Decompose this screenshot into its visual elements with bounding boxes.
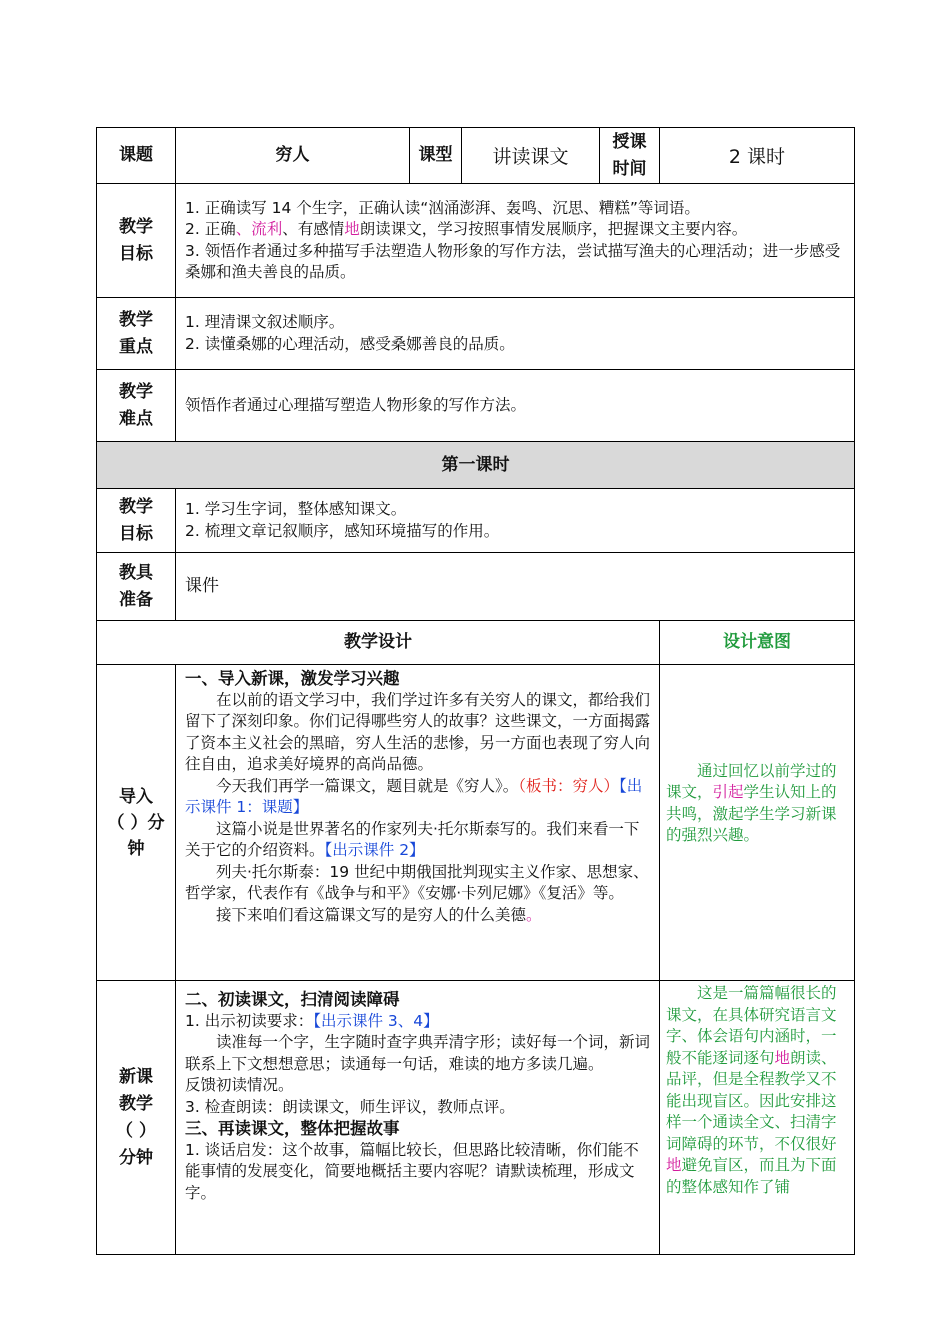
newlesson-stage-label [97, 981, 176, 1255]
goals-row [97, 184, 855, 298]
intro-paragraph-4: 列夫·托尔斯泰：19 世纪中期俄国批判现实主义作家、思想家、哲学家，代表作有《战争与和平》《安娜·卡列尼娜》《复活》等。 [185, 862, 649, 902]
lesson-plan-table [96, 127, 855, 1255]
newlesson-intent-d: 地 [666, 1156, 682, 1174]
newlesson-feedback: 反馈初读情况。 [185, 1076, 294, 1094]
intro-paragraph-2 [185, 776, 653, 819]
header-row [97, 128, 855, 184]
goal-line-2-a: 2. 正确 [185, 220, 236, 238]
goal-line-1: 1. 正确读写 14 个生字，正确认读“汹涌澎湃、轰鸣、沉思、糟糕”等词语。 [185, 198, 700, 217]
intent-label: 设计意图 [660, 621, 855, 665]
intro-p2-board: （板书：穷人） [518, 776, 620, 795]
intro-intent-b: 引起 [712, 783, 744, 801]
tools-label-line2: 准备 [119, 589, 153, 610]
goal-line-2-c: 、有感情 [282, 220, 345, 238]
newlesson-intent-e: 避免盲区，而且为下面的整体感知作了铺 [666, 1156, 837, 1196]
intro-p3-text: 这篇小说是世界著名的作家列夫·托尔斯泰写的。我们来看一下关于它的介绍资料。 [185, 819, 640, 859]
newlesson-heading-2: 二、初读课文，扫清阅读障碍 [185, 990, 400, 1009]
time-label-line2: 时间 [612, 158, 647, 179]
intro-heading: 一、导入新课，激发学习兴趣 [185, 669, 400, 688]
intro-p5-end: 。 [526, 905, 542, 924]
intro-row [97, 665, 855, 981]
lesson1-goal-2: 2. 梳理文章记叙顺序，感知环境描写的作用。 [185, 521, 500, 540]
newlesson-step-1-text: 1. 出示初读要求： [185, 1011, 314, 1030]
intro-content [176, 665, 660, 981]
lesson1-goal-1: 1. 学习生字词，整体感知课文。 [185, 500, 407, 518]
newlesson-stage-line2: 教学 [119, 1093, 153, 1114]
lesson1-goals-row [97, 489, 855, 553]
key-points-row [97, 298, 855, 370]
design-label: 教学设计 [97, 621, 660, 665]
newlesson-intent-c: 朗读、品评，但是全程教学又不能出现盲区。因此安排这样一个通读全文、扫清字词障碍的环节，不仅很好 [666, 1048, 837, 1153]
intro-stage-line3: 钟 [127, 838, 145, 859]
key-point-2: 2. 读懂桑娜的心理活动，感受桑娜善良的品质。 [185, 334, 515, 353]
newlesson-row [97, 981, 855, 1255]
newlesson-read-requirements: 读准每一个字，生字随时查字典弄清字形；读好每一个词，新词联系上下文想想意思；读通每一句话，难读的地方多读几遍。 [185, 1033, 651, 1073]
intro-stage-line2: （ ）分 [107, 812, 165, 833]
goal-line-2-b: 、流利 [235, 220, 283, 238]
difficulties-row [97, 370, 855, 442]
intro-p2-slide: 【出示课件 1：课题】 [185, 776, 643, 816]
lesson1-banner-row [97, 442, 855, 489]
intro-paragraph-3 [185, 819, 653, 862]
newlesson-step-4: 1. 谈话启发：这个故事，篇幅比较长，但思路比较清晰，你们能不能事情的发展变化，简要地概括主要内容呢？请默读梳理，形成文字。 [185, 1140, 639, 1202]
intro-paragraph-5 [185, 905, 653, 927]
goals-label-line1: 教学 [119, 216, 153, 237]
key-point-1: 1. 理清课文叙述顺序。 [185, 313, 345, 331]
key-points-content [176, 298, 855, 370]
goal-line-2 [185, 219, 848, 241]
intro-intent-a: 通过回忆以前学过的课文， [666, 761, 837, 801]
intro-stage-label [97, 665, 176, 981]
newlesson-heading-3: 三、再读课文，整体把握故事 [185, 1119, 400, 1138]
lesson1-goals-content [176, 489, 855, 553]
tools-value: 课件 [176, 553, 855, 621]
difficulties-content: 领悟作者通过心理描写塑造人物形象的写作方法。 [176, 370, 855, 442]
key-points-label [97, 298, 176, 370]
intro-p5-text: 接下来咱们看这篇课文写的是穷人的什么美德 [216, 905, 527, 924]
newlesson-stage-line1: 新课 [119, 1066, 153, 1087]
difficulties-label [97, 370, 176, 442]
newlesson-stage-line3: （ ） [116, 1120, 156, 1141]
subject-label: 课题 [97, 128, 176, 184]
key-points-label-line2: 重点 [119, 336, 153, 357]
goals-label [97, 184, 176, 298]
newlesson-intent-text [666, 983, 848, 1247]
newlesson-intent-a: 这是一篇篇幅很长的课文，在具体研究语言文字、体会语句内涵时，一般不能逐词逐句 [666, 984, 837, 1067]
lesson1-title: 第一课时 [97, 442, 855, 489]
design-header-row [97, 621, 855, 665]
newlesson-step-3: 3. 检查朗读：朗读课文，师生评议，教师点评。 [185, 1097, 515, 1116]
lesson-plan-page [96, 127, 854, 1255]
goal-line-2-e: 朗读课文，学习按照事情发展顺序，把握课文主要内容。 [359, 220, 748, 238]
time-label-line1: 授课 [612, 131, 647, 152]
tools-label-line1: 教具 [119, 562, 153, 583]
intro-p3-slide: 【出示课件 2】 [324, 841, 425, 859]
tools-row [97, 553, 855, 621]
intro-p2-text: 今天我们再学一篇课文，题目就是《穷人》。 [216, 776, 519, 795]
newlesson-stage-line4: 分钟 [119, 1147, 153, 1168]
newlesson-intent [660, 981, 855, 1255]
newlesson-step-1 [185, 1011, 653, 1033]
difficulties-label-line2: 难点 [119, 408, 153, 429]
newlesson-intent-b: 地 [774, 1048, 791, 1067]
intro-stage-line1: 导入 [119, 786, 153, 807]
lesson1-goals-label [97, 489, 176, 553]
subject-value: 穷人 [176, 128, 410, 184]
tools-label [97, 553, 176, 621]
hours-value: 2 课时 [660, 128, 855, 184]
time-label [600, 128, 660, 184]
goal-line-3: 3. 领悟作者通过多种描写手法塑造人物形象的写作方法，尝试描写渔夫的心理活动；进一步感受桑娜和渔夫善良的品质。 [185, 241, 841, 281]
intro-paragraph-1: 在以前的语文学习中，我们学过许多有关穷人的课文，都给我们留下了深刻印象。你们记得哪些穷人的故事？这些课文，一方面揭露了资本主义社会的黑暗，穷人生活的悲惨，另一方面也表现了穷人向往自由，追求美好境界的高尚品德。 [185, 690, 651, 773]
lesson1-goals-label-line2: 目标 [119, 523, 153, 544]
newlesson-content [176, 981, 660, 1255]
goals-content [176, 184, 855, 298]
goal-line-2-d: 地 [344, 220, 360, 238]
newlesson-step-1-slide: 【出示课件 3、4】 [313, 1011, 439, 1030]
goals-label-line2: 目标 [119, 243, 153, 264]
intro-intent-c: 学生认知上的共鸣，激起学生学习新课的强烈兴趣。 [666, 783, 837, 844]
key-points-label-line1: 教学 [119, 309, 153, 330]
lesson1-goals-label-line1: 教学 [119, 496, 153, 517]
type-value: 讲读课文 [462, 128, 600, 184]
type-label: 课型 [410, 128, 462, 184]
intro-intent [660, 665, 855, 981]
difficulties-label-line1: 教学 [119, 381, 153, 402]
